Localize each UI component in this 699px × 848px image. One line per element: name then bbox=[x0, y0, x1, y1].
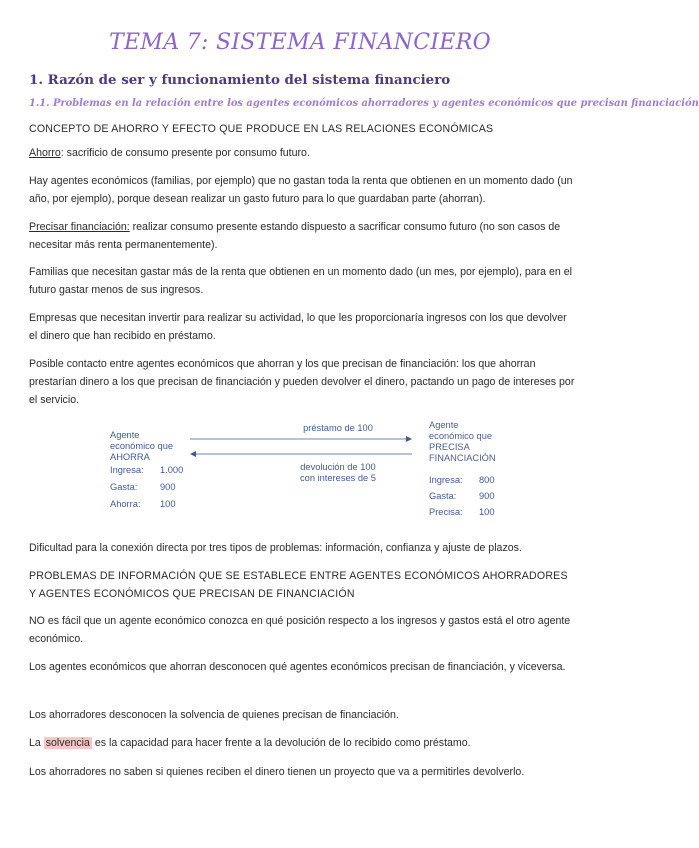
borrower-row-spend bbox=[429, 491, 495, 501]
ahorro-text: : sacrificio de consumo presente por consumo futuro. bbox=[60, 147, 310, 159]
row-value: 900 bbox=[479, 491, 495, 501]
saver-row-income bbox=[110, 465, 183, 475]
borrower-label-line: PRECISA bbox=[429, 442, 470, 452]
saver-row-spend bbox=[110, 482, 176, 492]
row-key: Ahorra: bbox=[110, 499, 141, 509]
ahorro-term: Ahorro bbox=[29, 147, 61, 159]
paragraph-agents: Hay agentes económicos (familias, por ejemplo) que no gastan toda la renta que obtienen en un momento dado (un año, por ejemplo), porque desean realizar un gasto futuro para lo que guardaban parte (ahorran). bbox=[29, 175, 573, 205]
borrower-label-line: FINANCIACIÓN bbox=[429, 453, 496, 463]
saver-label-line: económico que bbox=[110, 441, 174, 451]
repayment-label-line: devolución de 100 bbox=[300, 462, 376, 472]
saver-row-saves bbox=[110, 499, 176, 509]
solvencia-definition bbox=[29, 734, 577, 752]
precisar-text: realizar consumo presente estando dispuesto a sacrificar consumo futuro (no son casos de necesitar más renta permanentemente). bbox=[29, 221, 561, 251]
saver-label-line: Agente bbox=[110, 430, 140, 440]
borrower-label-line: económico que bbox=[429, 431, 493, 441]
precisar-definition bbox=[29, 218, 577, 254]
savings-flow-diagram bbox=[100, 420, 510, 525]
paragraph-companies: Empresas que necesitan invertir para realizar su actividad, lo que les proporcionaría ingresos con los que devolver el dinero que han recibido en préstamo. bbox=[29, 312, 567, 342]
borrower-row-needs bbox=[429, 507, 495, 517]
loan-arrow-head bbox=[406, 436, 412, 442]
precisar-term: Precisar financiación: bbox=[29, 221, 130, 233]
paragraph-desconocen: Los agentes económicos que ahorran desconocen qué agentes económicos precisan de financiación, y viceversa. bbox=[29, 661, 566, 673]
row-value: 100 bbox=[160, 499, 176, 509]
borrower-row-income bbox=[429, 475, 495, 485]
subsection-heading: 1.1. Problemas en la relación entre los agentes económicos ahorradores y agentes económicos que precisan financiación bbox=[29, 98, 699, 109]
ahorro-definition bbox=[29, 144, 577, 162]
paragraph-contact: Posible contacto entre agentes económicos que ahorran y los que precisan de financiación: los que ahorran prestarían dinero a los que precisan de financiación y pueden devolver el dinero, pactando un pago de intereses por el servicio. bbox=[29, 358, 575, 406]
borrower-label-line: Agente bbox=[429, 420, 459, 430]
row-value: 100 bbox=[479, 507, 495, 517]
problems-heading: PROBLEMAS DE INFORMACIÓN QUE SE ESTABLECE ENTRE AGENTES ECONÓMICOS AHORRADORES Y AGENTES ECONÓMICOS QUE PRECISAN DE FINANCIACIÓN bbox=[29, 570, 568, 600]
row-key: Gasta: bbox=[429, 491, 457, 501]
arrows bbox=[190, 434, 415, 458]
solvencia-prefix: La bbox=[29, 737, 44, 749]
row-key: Precisa: bbox=[429, 507, 463, 517]
paragraph-solvencia-unknown: Los ahorradores desconocen la solvencia de quienes precisan de financiación. bbox=[29, 709, 399, 721]
paragraph-difficulty: Dificultad para la conexión directa por tres tipos de problemas: información, confianza y ajuste de plazos. bbox=[29, 542, 522, 554]
paragraph-families: Familias que necesitan gastar más de la renta que obtienen en un momento dado (un mes, por ejemplo), para en el futuro gastar menos de sus ingresos. bbox=[29, 266, 572, 296]
paragraph-proyecto: Los ahorradores no saben si quienes reciben el dinero tienen un proyecto que va a permitirles devolverlo. bbox=[29, 766, 525, 778]
row-key: Gasta: bbox=[110, 482, 138, 492]
repayment-label-line: con intereses de 5 bbox=[300, 473, 376, 483]
row-value: 800 bbox=[479, 475, 495, 485]
saver-label-line: AHORRA bbox=[110, 452, 150, 462]
section-heading: 1. Razón de ser y funcionamiento del sistema financiero bbox=[29, 72, 451, 88]
repayment-label bbox=[248, 462, 428, 484]
row-key: Ingresa: bbox=[429, 475, 463, 485]
solvencia-text: es la capacidad para hacer frente a la devolución de lo recibido como préstamo. bbox=[91, 737, 471, 749]
row-value: 900 bbox=[160, 482, 176, 492]
paragraph-no-facil: NO es fácil que un agente económico conozca en qué posición respecto a los ingresos y gastos está el otro agente económico. bbox=[29, 615, 571, 645]
loan-label: préstamo de 100 bbox=[303, 423, 373, 433]
page-title: TEMA 7: SISTEMA FINANCIERO bbox=[109, 30, 491, 55]
concept-heading: CONCEPTO DE AHORRO Y EFECTO QUE PRODUCE EN LAS RELACIONES ECONÓMICAS bbox=[29, 123, 494, 135]
repayment-arrow-head bbox=[190, 451, 196, 457]
row-key: Ingresa: bbox=[110, 465, 144, 475]
solvencia-highlight: solvencia bbox=[45, 737, 90, 749]
borrower-agent-label bbox=[429, 420, 496, 464]
row-value: 1.000 bbox=[160, 465, 184, 475]
saver-agent-label bbox=[110, 430, 173, 463]
